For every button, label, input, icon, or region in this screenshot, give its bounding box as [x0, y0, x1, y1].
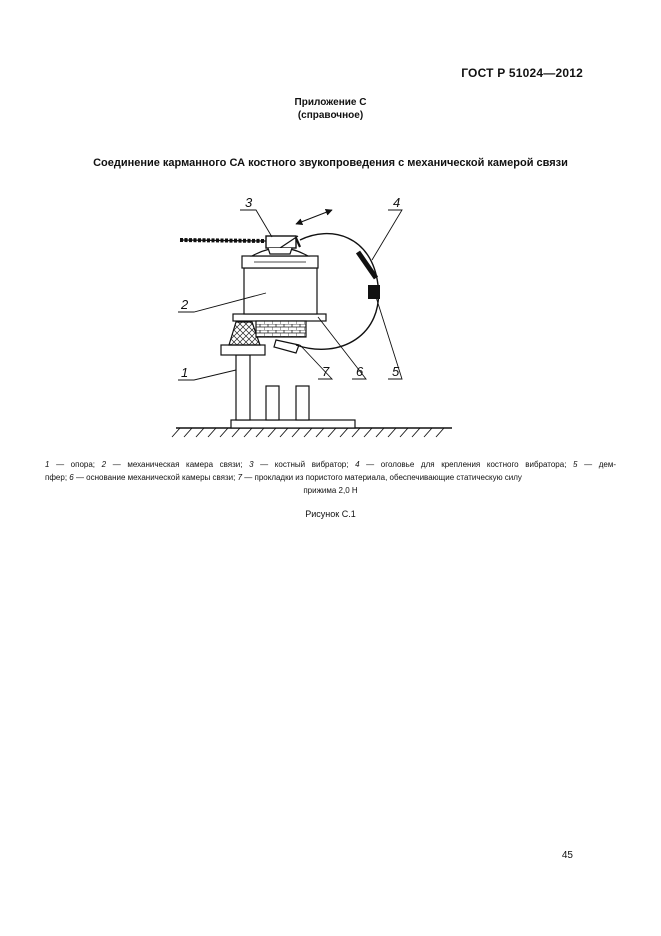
support-cone [229, 322, 260, 345]
technical-drawing [150, 188, 480, 448]
ground-hatching [172, 428, 452, 437]
coupler-body [244, 268, 317, 314]
motion-arrow [296, 210, 332, 224]
post-right [296, 386, 309, 420]
porous-pads [256, 321, 306, 337]
label-2: 2 [181, 297, 189, 312]
label-5: 5 [392, 364, 400, 379]
annex-heading [0, 96, 661, 122]
label-4: 4 [393, 195, 401, 210]
label-6: 6 [356, 364, 364, 379]
figure-caption: Рисунок С.1 [305, 509, 356, 519]
annex-title: Приложение С [294, 97, 367, 108]
damper [368, 285, 380, 299]
document-code: ГОСТ Р 51024—2012 [461, 66, 583, 80]
label-7: 7 [322, 364, 330, 379]
figure-legend [45, 458, 616, 497]
legend-line-3: прижима 2,0 Н [303, 486, 358, 495]
coupler-base [233, 314, 326, 321]
support-column [236, 355, 250, 420]
base-plate [231, 420, 355, 428]
pad-clip [274, 340, 299, 353]
legend-line-1: 1 — опора; 2 — механическая камера связи; 3 — костный вибратор; 4 — оголовье для крепления костного вибратора; 5 — дем- [45, 460, 617, 469]
label-1: 1 [181, 365, 189, 380]
legend-line-2: пфер; 6 — основание механической камеры связи; 7 — прокладки из пористого материала, обеспечивающие статическую силу [45, 473, 522, 482]
figure-title: Соединение карманного СА костного звукопроведения с механической камерой связи [93, 157, 568, 169]
page-number: 45 [561, 850, 573, 861]
annex-subtitle: (справочное) [297, 110, 364, 121]
bone-vibrator [266, 236, 296, 248]
post-left [266, 386, 279, 420]
label-3: 3 [245, 195, 253, 210]
support-top-plate [221, 345, 265, 355]
